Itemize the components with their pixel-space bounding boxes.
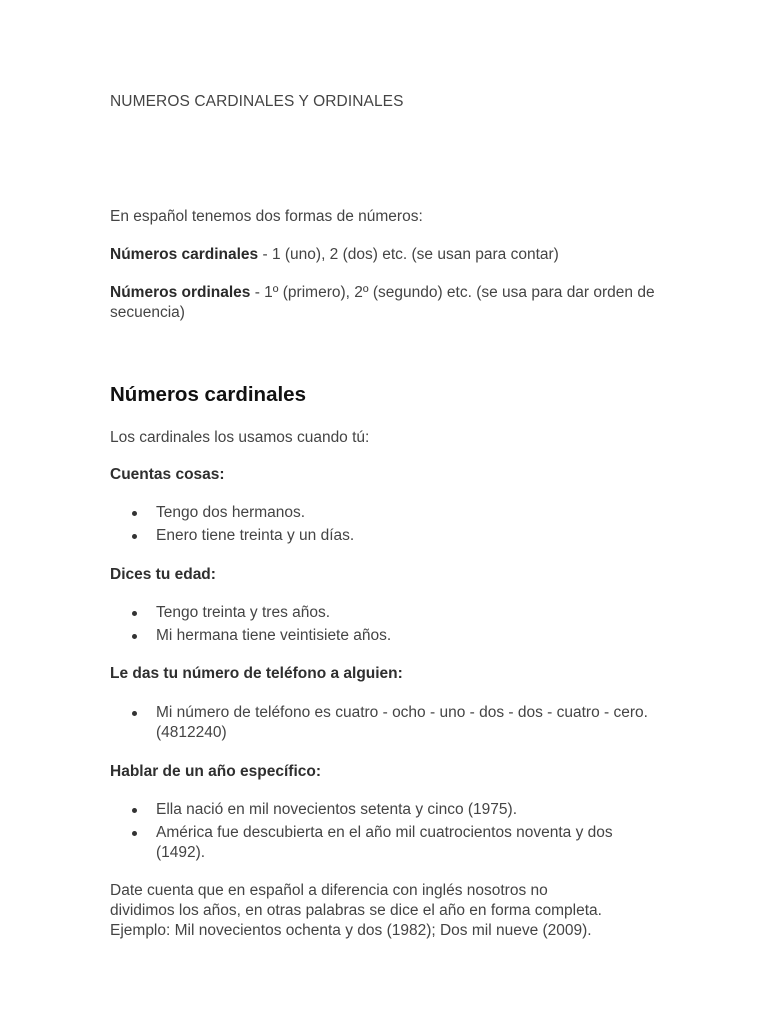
bullet-icon: [132, 634, 137, 639]
group-heading-year: Hablar de un año específico:: [110, 763, 322, 780]
group-heading-count: Cuentas cosas:: [110, 466, 225, 483]
list-item-text: Tengo treinta y tres años.: [156, 604, 331, 621]
document-title: NUMEROS CARDINALES Y ORDINALES: [110, 93, 404, 110]
list-item-text: Mi hermana tiene veintisiete años.: [156, 627, 392, 644]
group-list-count: [110, 503, 670, 549]
list-item: [110, 703, 665, 743]
cardinal-term: Números cardinales: [110, 246, 259, 263]
group-list-age: [110, 603, 670, 649]
ordinal-term: Números ordinales: [110, 284, 251, 301]
group-list-phone: [110, 703, 665, 746]
cardinal-definition: [110, 245, 559, 265]
section-intro: Los cardinales los usamos cuando tú:: [110, 429, 370, 446]
ordinal-definition: [110, 283, 655, 323]
list-item-text: América fue descubierta en el año mil cuatrocientos noventa y dos (1492).: [156, 824, 613, 861]
list-item: [110, 503, 670, 523]
bullet-icon: [132, 808, 137, 813]
bullet-icon: [132, 831, 137, 836]
ordinal-definition-text: - 1º (primero), 2º (segundo) etc. (se usa para dar orden de secuencia): [110, 284, 655, 321]
list-item-text: Mi número de teléfono es cuatro - ocho - uno - dos - dos - cuatro - cero. (4812240): [156, 704, 648, 741]
list-item: [110, 800, 655, 820]
bullet-icon: [132, 611, 137, 616]
section-heading: Números cardinales: [110, 383, 306, 406]
intro-paragraph: En español tenemos dos formas de números:: [110, 208, 423, 225]
group-list-year: [110, 800, 655, 866]
list-item-text: Ella nació en mil novecientos setenta y cinco (1975).: [156, 801, 518, 818]
list-item: [110, 526, 670, 546]
list-item: [110, 823, 655, 863]
bullet-icon: [132, 534, 137, 539]
closing-paragraph: Date cuenta que en español a diferencia con inglés nosotros no dividimos los años, en otras palabras se dice el año en forma completa. Ejemplo: Mil novecientos ochenta y dos (1982); Dos mil nueve (2009).: [110, 882, 602, 939]
list-item: [110, 626, 670, 646]
group-heading-phone: Le das tu número de teléfono a alguien:: [110, 665, 403, 682]
bullet-icon: [132, 511, 137, 516]
list-item-text: Enero tiene treinta y un días.: [156, 527, 355, 544]
list-item-text: Tengo dos hermanos.: [156, 504, 306, 521]
group-heading-age: Dices tu edad:: [110, 566, 216, 583]
cardinal-definition-text: - 1 (uno), 2 (dos) etc. (se usan para contar): [258, 246, 559, 263]
bullet-icon: [132, 711, 137, 716]
list-item: [110, 603, 670, 623]
